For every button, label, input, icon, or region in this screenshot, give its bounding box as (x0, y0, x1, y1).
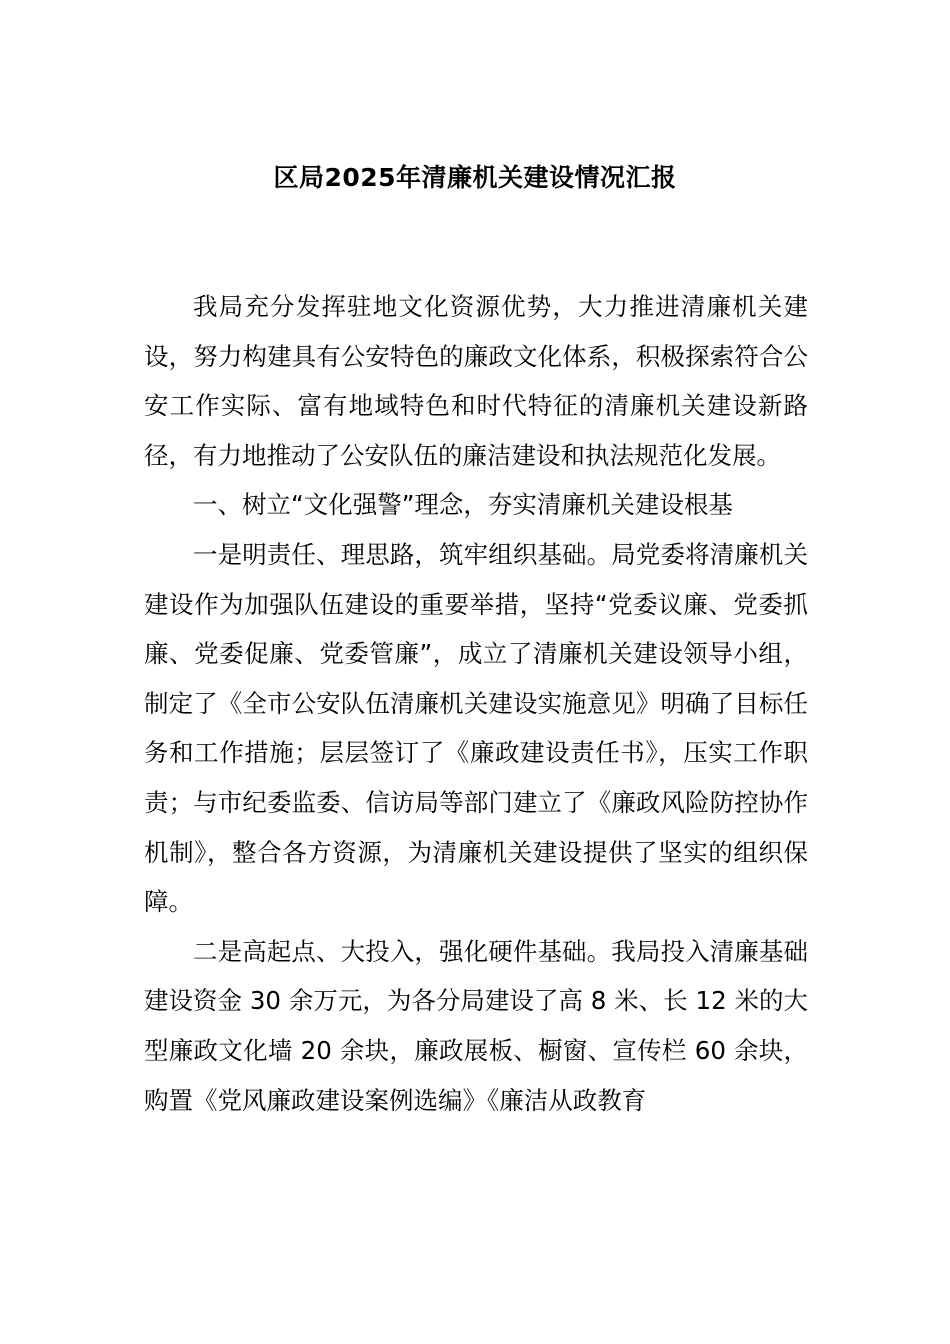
document-title: 区局2025年清廉机关建设情况汇报 (273, 163, 677, 192)
paragraph-hardware: 二是高起点、大投入，强化硬件基础。我局投入清廉基础建设资金 30 余万元，为各分局建设了高 8 米、长 12 米的大型廉政文化墙 20 余块，廉政展板、橱窗、宣传栏 60 余块，购置《党风廉政建设案例选编》《廉洁从政教育 (144, 936, 808, 1115)
section-heading-1: 一、树立“文化强警”理念，夯实清廉机关建设根基 (193, 490, 733, 520)
paragraph-organization: 一是明责任、理思路，筑牢组织基础。局党委将清廉机关建设作为加强队伍建设的重要举措，坚持“党委议廉、党委抓廉、党委促廉、党委管廉”，成立了清廉机关建设领导小组，制定了《全市公安队伍清廉机关建设实施意见》明确了目标任务和工作措施；层层签订了《廉政建设责任书》，压实工作职责；与市纪委监委、信访局等部门建立了《廉政风险防控协作机制》，整合各方资源，为清廉机关建设提供了坚实的组织保障。 (144, 539, 808, 917)
document-body (144, 282, 808, 1125)
paragraph-intro: 我局充分发挥驻地文化资源优势，大力推进清廉机关建设，努力构建具有公安特色的廉政文化体系，积极探索符合公安工作实际、富有地域特色和时代特征的清廉机关建设新路径，有力地推动了公安队伍的廉洁建设和执法规范化发展。 (144, 292, 808, 470)
